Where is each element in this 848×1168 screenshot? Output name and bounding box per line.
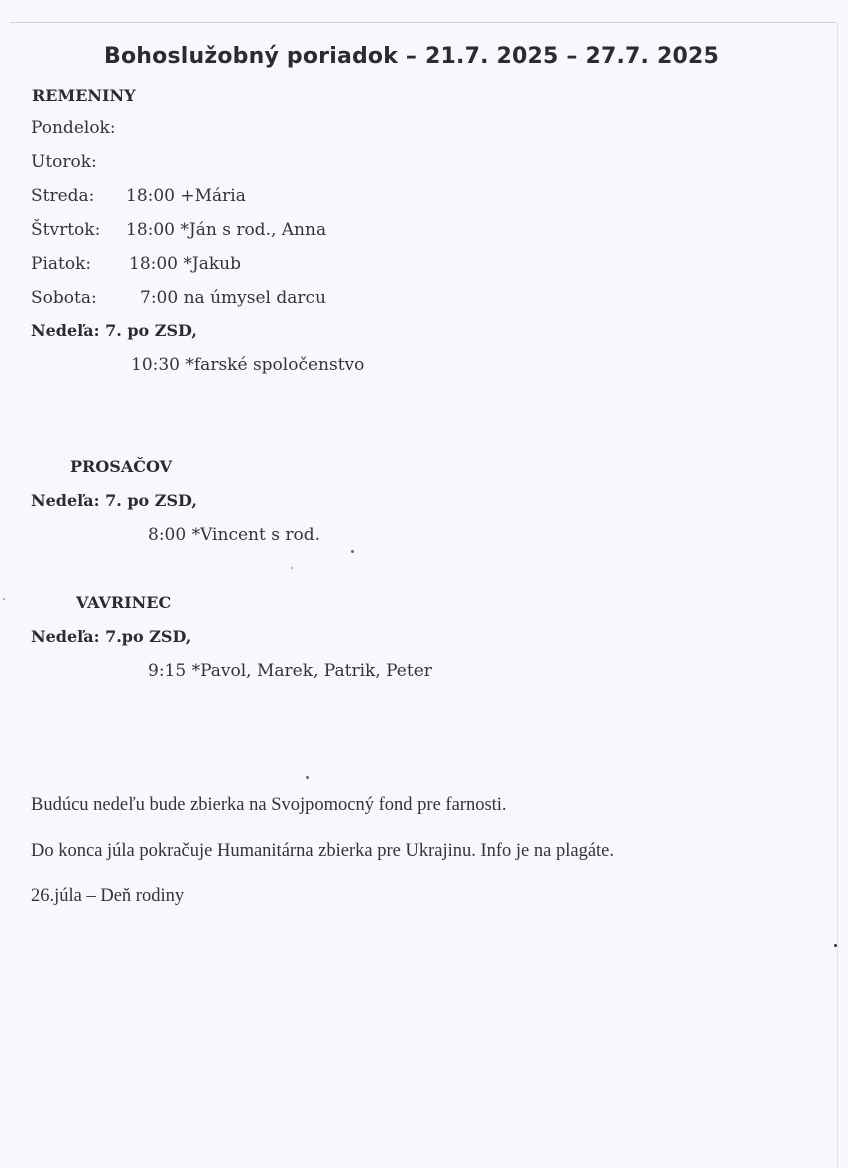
- page-title: Bohoslužobný poriadok – 21.7. 2025 – 27.7. 2025: [104, 44, 719, 69]
- scan-speck: [291, 567, 293, 569]
- day-label: Streda:: [31, 186, 95, 206]
- mass-entry: 9:15 *Pavol, Marek, Patrik, Peter: [148, 661, 432, 681]
- announcement: 26.júla – Deň rodiny: [31, 886, 185, 906]
- day-label: Pondelok:: [31, 118, 116, 138]
- section-heading-prosacov: PROSAČOV: [70, 457, 173, 476]
- sunday-label: Nedeľa: 7. po ZSD,: [31, 321, 197, 340]
- section-heading-vavrinec: VAVRINEC: [76, 593, 172, 612]
- section-heading-remeniny: REMENINY: [32, 86, 136, 105]
- page-edge: [10, 22, 836, 23]
- sunday-label: Nedeľa: 7.po ZSD,: [31, 627, 192, 646]
- mass-entry: 18:00 *Jakub: [129, 254, 241, 274]
- mass-entry: 18:00 *Ján s rod., Anna: [126, 220, 327, 240]
- mass-entry: 18:00 +Mária: [126, 186, 246, 206]
- sunday-label: Nedeľa: 7. po ZSD,: [31, 491, 197, 510]
- day-label: Štvrtok:: [31, 220, 101, 240]
- scan-speck: [3, 598, 5, 600]
- mass-entry: 10:30 *farské spoločenstvo: [131, 355, 365, 375]
- scan-speck: [834, 944, 837, 947]
- day-label: Utorok:: [31, 152, 97, 172]
- scan-speck: [351, 550, 354, 553]
- announcement: Do konca júla pokračuje Humanitárna zbierka pre Ukrajinu. Info je na plagáte.: [31, 841, 615, 861]
- day-label: Sobota:: [31, 288, 97, 308]
- announcement: Budúcu nedeľu bude zbierka na Svojpomocný fond pre farnosti.: [31, 795, 507, 815]
- mass-entry: 8:00 *Vincent s rod.: [148, 525, 320, 545]
- mass-entry: 7:00 na úmysel darcu: [140, 288, 326, 308]
- day-label: Piatok:: [31, 254, 92, 274]
- scan-speck: [306, 776, 309, 779]
- page-edge-right: [837, 22, 838, 1168]
